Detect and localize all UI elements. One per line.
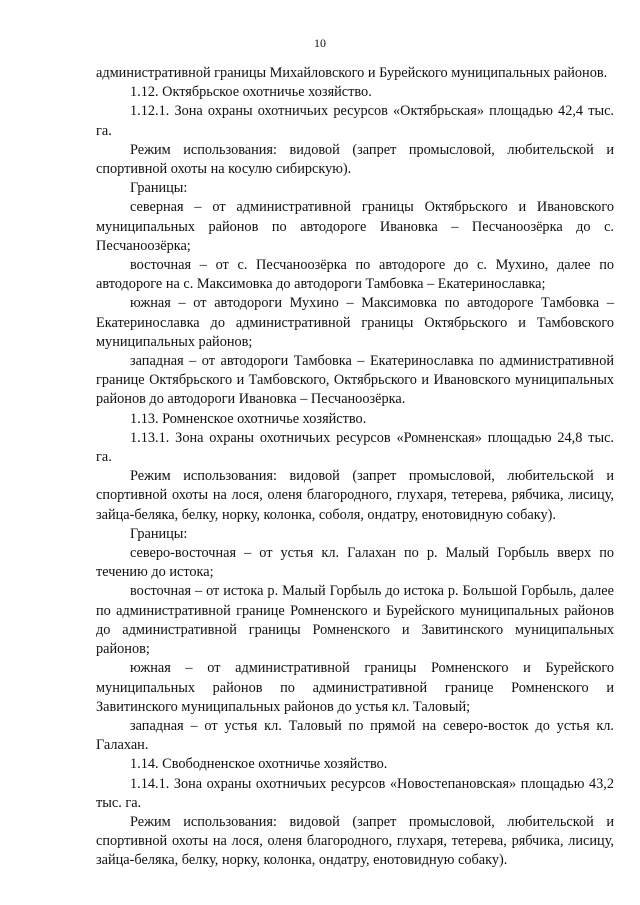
boundary-west: западная – от автодороги Тамбовка – Екатеринославка по административной границе Октябрьского и Тамбовского, Октябрьского и Ивановского муниципальных районов до автодороги Ивановка – Песчаноозёрка. xyxy=(96,353,614,408)
usage-regime: Режим использования: видовой (запрет промысловой, любительской и спортивной охоты на лося, оленя благородного, глухаря, тетерева, рябчика, лисицу, зайца-беляка, белку, норку, колонка, ондатру, енотовидную собаку). xyxy=(96,813,614,869)
section-heading-1-14: 1.14. Свободненское охотничье хозяйство. xyxy=(130,756,388,773)
section-heading-1-13: 1.13. Ромненское охотничье хозяйство. xyxy=(130,410,367,427)
section-heading-1-12: 1.12. Октябрьское охотничье хозяйство. xyxy=(130,84,372,101)
boundaries-label: Границы: xyxy=(130,525,188,542)
page-number: 10 xyxy=(314,36,326,50)
boundary-east: восточная – от с. Песчаноозёрка по автодороге до с. Мухино, далее по автодороге на с. Максимовка до автодороги Тамбовка – Екатеринославка; xyxy=(96,257,614,293)
boundary-northeast: северо-восточная – от устья кл. Галахан по р. Малый Горбыль вверх по течению до истока; xyxy=(96,545,614,581)
boundaries-label: Границы: xyxy=(130,180,188,197)
boundary-north: северная – от административной границы Октябрьского и Ивановского муниципальных районов по автодороге Ивановка – Песчаноозёрка до с. Песчаноозёрка; xyxy=(96,199,614,254)
boundary-west: западная – от устья кл. Таловый по прямой на северо-восток до устья кл. Галахан. xyxy=(96,717,614,754)
boundary-south: южная – от автодороги Мухино – Максимовка по автодороге Тамбовка – Екатеринославка до административной границы Октябрьского и Тамбовского муниципальных районов; xyxy=(96,295,614,350)
usage-regime: Режим использования: видовой (запрет промысловой, любительской и спортивной охоты на косулю сибирскую). xyxy=(96,141,614,178)
zone-romnenskaya: 1.13.1. Зона охраны охотничьих ресурсов «Ромненская» площадью 24,8 тыс. га. xyxy=(96,429,614,466)
boundary-east: восточная – от истока р. Малый Горбыль до истока р. Большой Горбыль, далее по административной границе Ромненского и Бурейского муниципальных районов до административной границы Ромненского и Завитинского муниципальных районов; xyxy=(96,583,614,658)
zone-oktyabrskaya: 1.12.1. Зона охраны охотничьих ресурсов «Октябрьская» площадью 42,4 тыс. га. xyxy=(96,103,614,139)
boundary-south: южная – от административной границы Ромненского и Бурейского муниципальных районов по административной границе Ромненского и Завитинского муниципальных районов до устья кл. Таловый; xyxy=(96,660,614,715)
paragraph-continuation: административной границы Михайловского и Бурейского муниципальных районов. xyxy=(96,65,608,81)
body-text xyxy=(96,64,614,871)
usage-regime: Режим использования: видовой (запрет промысловой, любительской и спортивной охоты на лося, оленя благородного, глухаря, тетерева, рябчика, лисицу, зайца-беляка, белку, норку, колонка, соболя, ондатру, енотовидную собаку). xyxy=(96,468,614,523)
zone-novostepanovskaya: 1.14.1. Зона охраны охотничьих ресурсов «Новостепановская» площадью 43,2 тыс. га. xyxy=(96,775,614,811)
